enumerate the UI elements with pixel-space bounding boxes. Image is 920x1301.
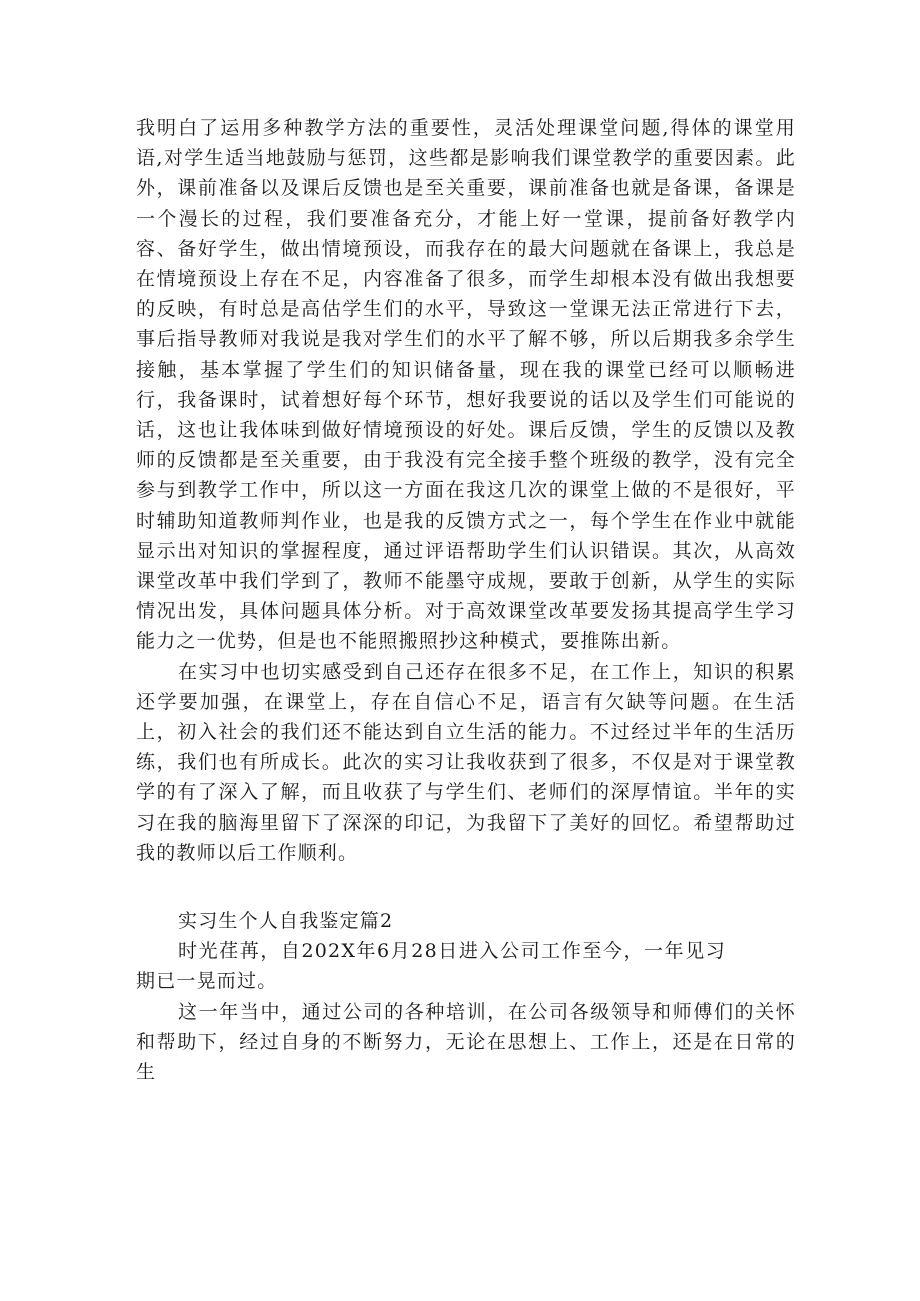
section-heading: 实习生个人自我鉴定篇2 [178, 910, 394, 933]
paragraph-teaching-methods: 我明白了运用多种教学方法的重要性，灵活处理课堂问题,得体的课堂用语,对学生适当地鼓励与惩罚，这些都是影响我们课堂教学的重要因素。此外，课前准备以及课后反馈也是至关重要，课前准备也就是备课，备课是一个漫长的过程，我们要准备充分，才能上好一堂课，提前备好教学内容、备好学生，做出情境预设，而我存在的最大问题就在备课上，我总是在情境预设上存在不足，内容准备了很多，而学生却根本没有做出我想要的反映，有时总是高估学生们的水平，导致这一堂课无法正常进行下去，事后指导教师对我说是我对学生们的水平了解不够，所以后期我多余学生接触，基本掌握了学生们的知识储备量，现在我的课堂已经可以顺畅进行，我备课时，试着想好每个环节，想好我要说的话以及学生们可能说的话，这也让我体味到做好情境预设的好处。课后反馈，学生的反馈以及教师的反馈都是至关重要，由于我没有完全接手整个班级的教学，没有完全参与到教学工作中，所以这一方面在我这几次的课堂上做的不是很好，平时辅助知道教师判作业，也是我的反馈方式之一，每个学生在作业中就能显示出对知识的掌握程度，通过评语帮助学生们认识错误。其次，从高效课堂改革中我们学到了，教师不能墨守成规，要敢于创新，从学生的实际情况出发，具体问题具体分析。对于高效课堂改革要发扬其提高学生学习能力之一优势，但是也不能照搬照抄这种模式，要推陈出新。 [136, 117, 796, 653]
paragraph-shortcomings: 在实习中也切实感受到自己还存在很多不足，在工作上，知识的积累还学要加强，在课堂上，存在自信心不足，语言有欠缺等问题。在生活上，初入社会的我们还不能达到自立生活的能力。不过经过半年的生活历练，我们也有所成长。此次的实习让我收获到了很多，不仅是对于课堂教学的有了深入了解，而且收获了与学生们、老师们的深厚情谊。半年的实习在我的脑海里留下了深深的印记，为我留下了美好的回忆。希望帮助过我的教师以后工作顺利。 [136, 660, 796, 864]
paragraph-time-passes: 时光荏苒，自202X年6月28日进入公司工作至今，一年见习期已一晃而过。 [136, 940, 726, 993]
document-body [136, 113, 796, 1087]
section-spacer [136, 868, 796, 906]
paragraph-this-year: 这一年当中，通过公司的各种培训，在公司各级领导和师傅们的关怀和帮助下，经过自身的不断努力，无论在思想上、工作上，还是在日常的生 [136, 1000, 796, 1084]
